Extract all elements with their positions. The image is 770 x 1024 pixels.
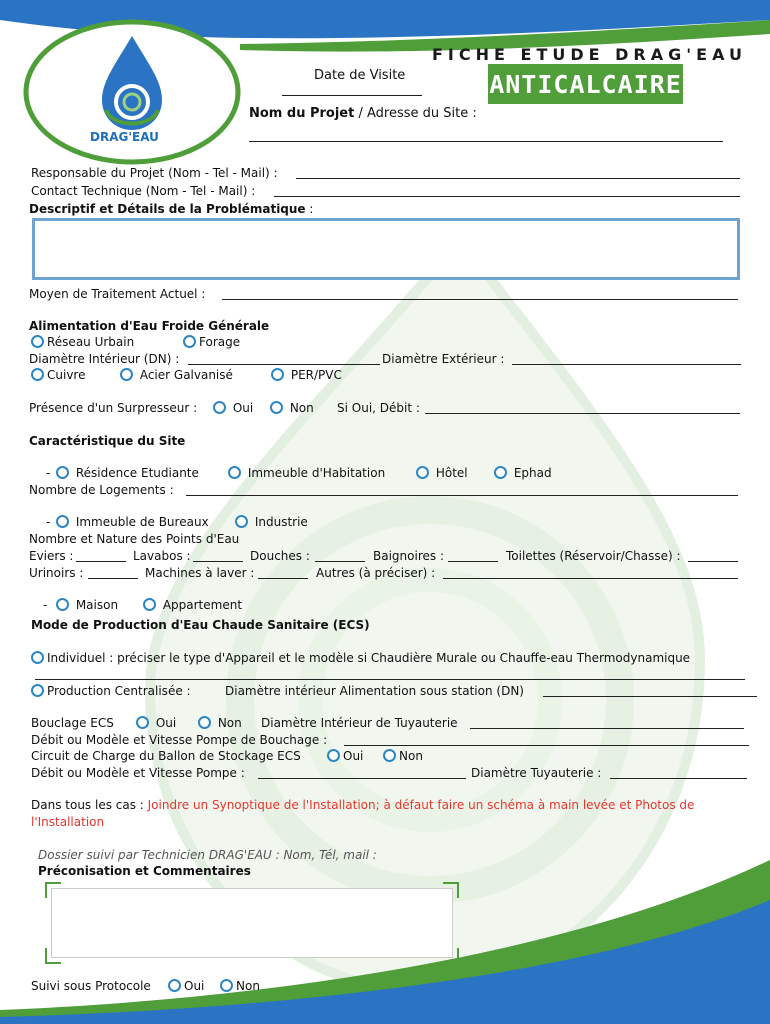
industrie-option[interactable] [235,515,308,529]
site-dash-1: - [46,466,51,480]
debit-pompe-label: Débit ou Modèle et Vitesse Pompe : [31,766,245,780]
suivi-oui-option[interactable] [168,979,204,993]
diam-tuyau2-line[interactable] [610,778,747,779]
baignoires-label: Baignoires : [373,549,444,563]
ephad-radio[interactable] [494,466,507,479]
hotel-label: Hôtel [435,466,468,480]
machines-line[interactable] [258,578,308,579]
urinoirs-line[interactable] [88,578,138,579]
diam-station-line[interactable] [543,696,757,697]
individuel-option[interactable] [31,651,690,665]
project-label [249,106,477,121]
logements-label: Nombre de Logements : [29,483,174,497]
logo-label: DRAG'EAU [90,130,159,144]
bouclage-oui-label: Oui [155,716,177,730]
descriptif-textarea[interactable] [32,218,740,280]
residence-label: Résidence Etudiante [75,466,199,480]
eviers-label: Eviers : [29,549,74,563]
cuivre-radio[interactable] [31,368,44,381]
commentaires-area[interactable] [51,888,453,958]
diam-ext-line[interactable] [512,364,741,365]
diam-tuyau2-label: Diamètre Tuyauterie : [471,766,602,780]
eau-froide-title: Alimentation d'Eau Froide Générale [29,319,270,333]
baignoires-line[interactable] [448,561,498,562]
bureaux-label: Immeuble de Bureaux [75,515,209,529]
circuit-label: Circuit de Charge du Ballon de Stockage ECS [31,749,301,763]
individuel-label: Individuel : préciser le type d'Appareil et le modèle si Chaudière Murale ou Chauffe-eau Thermodynamique [47,651,691,665]
tous-cas-note [31,798,694,812]
debit-pompe-line[interactable] [258,778,466,779]
cuivre-label: Cuivre [47,368,86,382]
bouclage-non-option[interactable] [198,716,242,730]
surpresseur-oui-label: Oui [232,401,254,415]
cuivre-option[interactable] [31,368,85,382]
dossier-label: Dossier suivi par Technicien DRAG'EAU : Nom, Tél, mail : [38,848,377,862]
ephad-label: Ephad [513,466,552,480]
centralisee-option[interactable] [31,684,191,698]
si-oui-debit-label: Si Oui, Débit : [337,401,420,415]
centralisee-radio[interactable] [31,684,44,697]
maison-option[interactable] [56,598,118,612]
diam-tuyauterie-label: Diamètre Intérieur de Tuyauterie [261,716,458,730]
responsable-line[interactable] [296,178,740,179]
project-label-rest: / Adresse du Site : [354,106,477,121]
site-title: Caractéristique du Site [29,434,186,448]
suivi-non-radio[interactable] [220,979,233,992]
preconisation-title: Préconisation et Commentaires [38,864,251,878]
acier-radio[interactable] [120,368,133,381]
site-dash-3: - [43,598,48,612]
centralisee-label: Production Centralisée : [47,684,191,698]
autres-line[interactable] [443,578,738,579]
circuit-non-radio[interactable] [383,749,396,762]
joindre-text-1: Joindre un Synoptique de l'Installation; à défaut faire un schéma à main levée et Photos de [143,798,695,812]
immeuble-hab-radio[interactable] [228,466,241,479]
surpresseur-non-radio[interactable] [270,401,283,414]
suivi-oui-radio[interactable] [168,979,181,992]
commentaires-box[interactable] [45,882,459,964]
bureaux-radio[interactable] [56,515,69,528]
urinoirs-label: Urinoirs : [29,566,84,580]
bureaux-option[interactable] [56,515,209,529]
toilettes-line[interactable] [688,561,738,562]
project-line[interactable] [249,141,723,142]
diam-tuyauterie-line[interactable] [470,728,744,729]
ecs-title: Mode de Production d'Eau Chaude Sanitaire (ECS) [31,618,370,632]
residence-radio[interactable] [56,466,69,479]
industrie-label: Industrie [254,515,308,529]
anticalcaire-badge: ANTICALCAIRE [488,64,683,104]
per-radio[interactable] [271,368,284,381]
tous-cas-label: Dans tous les cas : [31,798,144,812]
forage-radio[interactable] [183,335,196,348]
diam-int-label: Diamètre Intérieur (DN) : [29,352,180,366]
individuel-line[interactable] [35,679,745,680]
circuit-oui-radio[interactable] [327,749,340,762]
acier-option[interactable] [120,368,233,382]
descriptif-colon: : [305,202,314,216]
moyen-label: Moyen de Traitement Actuel : [29,287,206,301]
maison-label: Maison [75,598,119,612]
bouclage-non-label: Non [217,716,242,730]
machines-label: Machines à laver : [145,566,255,580]
logements-line[interactable] [186,495,738,496]
lavabos-label: Lavabos : [133,549,191,563]
appartement-radio[interactable] [143,598,156,611]
surpresseur-label: Présence d'un Surpresseur : [29,401,198,415]
document-title: FICHE ETUDE DRAG'EAU [432,45,747,64]
descriptif-label [29,202,313,216]
autres-label: Autres (à préciser) : [316,566,436,580]
forage-label: Forage [199,335,241,349]
per-label: PER/PVC [290,368,342,382]
contact-technique-line[interactable] [274,196,740,197]
diam-station-label: Diamètre intérieur Alimentation sous station (DN) [225,684,524,698]
douches-label: Douches : [250,549,310,563]
moyen-line[interactable] [222,299,738,300]
date-line[interactable] [282,95,422,96]
debit-bouclage-label: Débit ou Modèle et Vitesse Pompe de Bouchage : [31,733,328,747]
suivi-oui-label: Oui [184,979,205,993]
suivi-non-label: Non [236,979,260,993]
bouclage-non-radio[interactable] [198,716,211,729]
bouclage-oui-option[interactable] [136,716,176,730]
forage-option[interactable] [183,335,240,349]
acier-label: Acier Galvanisé [139,368,233,382]
circuit-non-label: Non [399,749,423,763]
ephad-option[interactable] [494,466,552,480]
diam-ext-label: Diamètre Extérieur : [382,352,505,366]
bouclage-label: Bouclage ECS [31,716,114,730]
contact-technique-label: Contact Technique (Nom - Tel - Mail) : [31,184,256,198]
site-dash-2: - [46,515,51,529]
hotel-option[interactable] [416,466,468,480]
lavabos-line[interactable] [193,561,243,562]
circuit-oui-label: Oui [343,749,364,763]
maison-radio[interactable] [56,598,69,611]
bouclage-oui-radio[interactable] [136,716,149,729]
surpresseur-oui-option[interactable] [213,401,253,415]
suivi-non-option[interactable] [220,979,260,993]
circuit-oui-option[interactable] [327,749,363,763]
reseau-urbain-radio[interactable] [31,335,44,348]
surpresseur-non-option[interactable] [270,401,314,415]
suivi-label: Suivi sous Protocole [31,979,151,993]
logo [22,18,242,166]
debit-bouclage-line[interactable] [344,745,749,746]
industrie-radio[interactable] [235,515,248,528]
appartement-option[interactable] [143,598,242,612]
hotel-radio[interactable] [416,466,429,479]
individuel-radio[interactable] [31,651,44,664]
appartement-label: Appartement [162,598,243,612]
immeuble-hab-option[interactable] [228,466,385,480]
reseau-urbain-label: Réseau Urbain [47,335,135,349]
descriptif-title: Descriptif et Détails de la Problématique [29,202,306,216]
project-label-bold: Nom du Projet [249,106,355,121]
date-label: Date de Visite [314,68,406,83]
immeuble-hab-label: Immeuble d'Habitation [247,466,386,480]
per-option[interactable] [271,368,342,382]
douches-line[interactable] [315,561,365,562]
residence-option[interactable] [56,466,199,480]
diam-int-line[interactable] [188,364,380,365]
joindre-text-2: l'Installation [31,815,105,829]
surpresseur-non-label: Non [289,401,314,415]
eviers-line[interactable] [76,561,126,562]
points-eau-label: Nombre et Nature des Points d'Eau [29,532,240,546]
toilettes-label: Toilettes (Réservoir/Chasse) : [506,549,681,563]
circuit-non-option[interactable] [383,749,423,763]
responsable-label: Responsable du Projet (Nom - Tel - Mail) : [31,166,278,180]
surpresseur-oui-radio[interactable] [213,401,226,414]
si-oui-debit-line[interactable] [425,413,740,414]
reseau-urbain-option[interactable] [31,335,134,349]
